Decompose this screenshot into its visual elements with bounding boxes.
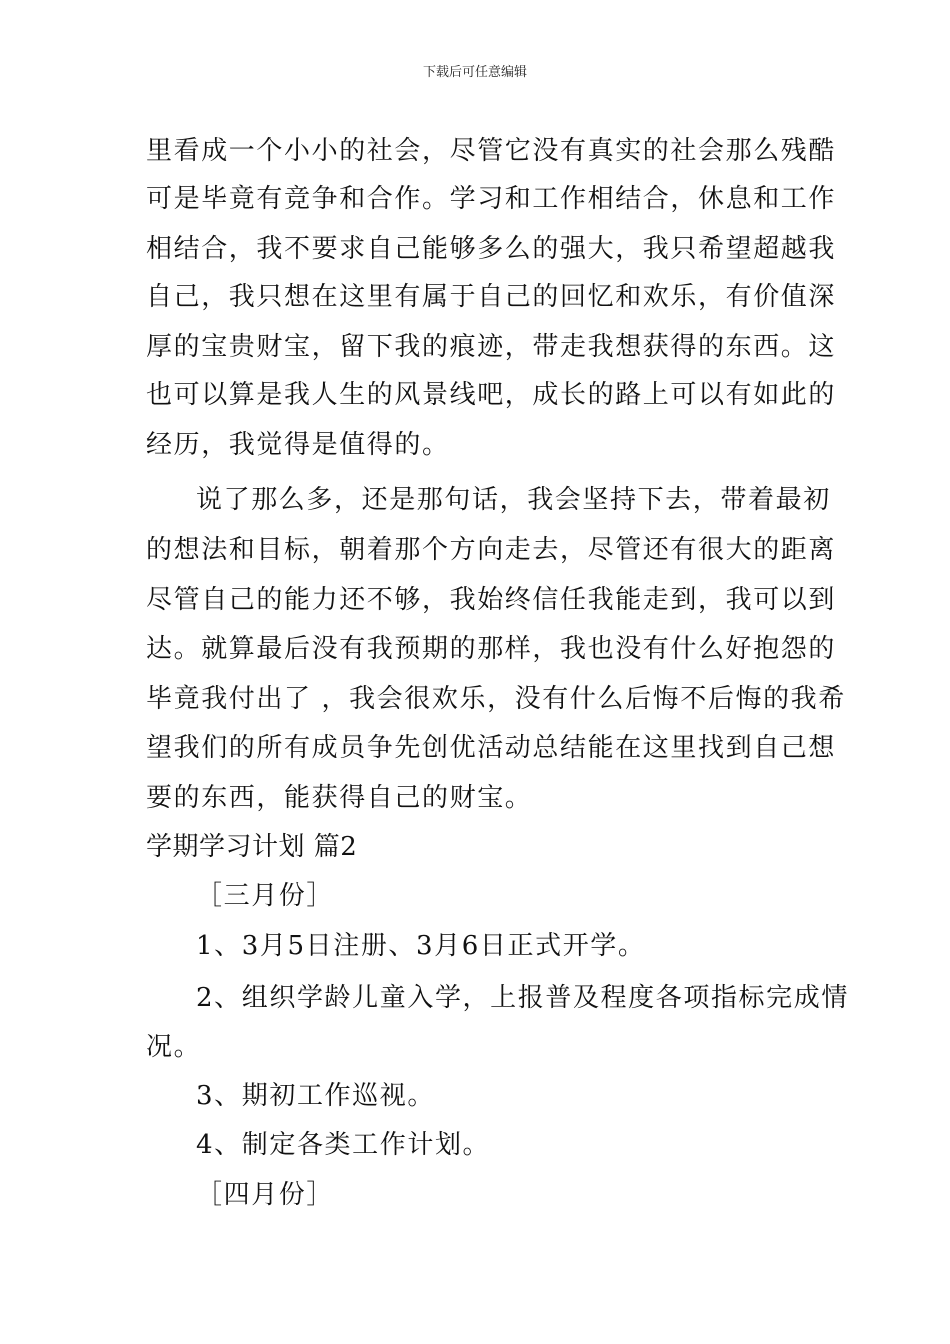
section-heading: 学期学习计划 篇2: [146, 832, 358, 862]
paragraph-line: 要的东西，能获得自己的财宝。: [146, 783, 533, 813]
paragraph-line: 说了那么多，还是那句话，我会坚持下去，带着最初: [196, 485, 831, 515]
month-heading: ［四月份］: [196, 1180, 335, 1210]
paragraph-line: 经历，我觉得是值得的。: [146, 430, 450, 460]
paragraph-line: 的想法和目标，朝着那个方向走去，尽管还有很大的距离: [146, 535, 837, 565]
paragraph-line: 也可以算是我人生的风景线吧，成长的路上可以有如此的: [146, 380, 837, 410]
paragraph-line: 厚的宝贵财宝，留下我的痕迹，带走我想获得的东西。这: [146, 332, 837, 362]
paragraph-line: 相结合，我不要求自己能够多么的强大，我只希望超越我: [146, 234, 837, 264]
paragraph-line: 达。就算最后没有我预期的那样，我也没有什么好抱怨的: [146, 634, 837, 664]
paragraph-line: 尽管自己的能力还不够，我始终信任我能走到，我可以到: [146, 585, 837, 615]
list-item: 2、组织学龄儿童入学，上报普及程度各项指标完成情: [196, 983, 849, 1013]
paragraph-line: 毕竟我付出了 ，我会很欢乐，没有什么后悔不后悔的我希: [146, 684, 846, 714]
paragraph-line: 自己，我只想在这里有属于自己的回忆和欢乐，有价值深: [146, 282, 837, 312]
list-item-continuation: 况。: [146, 1032, 202, 1062]
page-header-note: 下载后可任意编辑: [422, 65, 527, 80]
list-item: 1、3月5日注册、3月6日正式开学。: [196, 931, 646, 961]
paragraph-line: 里看成一个小小的社会，尽管它没有真实的社会那么残酷: [146, 136, 837, 166]
paragraph-line: 可是毕竟有竞争和合作。学习和工作相结合，休息和工作: [146, 184, 837, 214]
paragraph-line: 望我们的所有成员争先创优活动总结能在这里找到自己想: [146, 733, 837, 763]
list-item: 3、期初工作巡视。: [196, 1081, 435, 1111]
list-item: 4、制定各类工作计划。: [196, 1130, 491, 1160]
month-heading: ［三月份］: [196, 881, 335, 911]
